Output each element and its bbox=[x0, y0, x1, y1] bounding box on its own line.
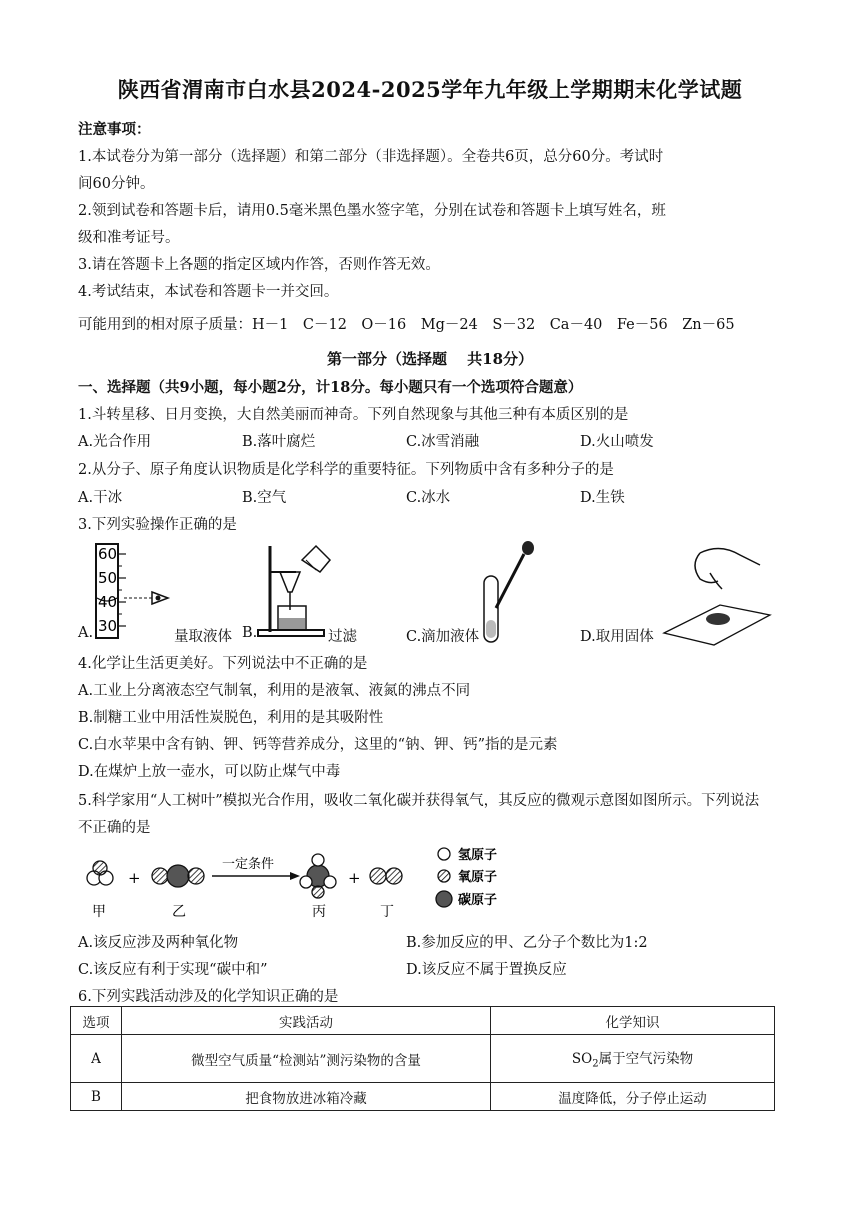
notice-item-1a: 1.本试卷分为第一部分（选择题）和第二部分（非选择题）。全卷共6页，总分60分。考试时 bbox=[78, 149, 664, 165]
q5-option-a[interactable]: A.该反应涉及两种氧化物 bbox=[78, 935, 239, 951]
legend-hydrogen: 氢原子 bbox=[458, 848, 498, 863]
q5-option-c[interactable]: C.该反应有利于实现“碳中和” bbox=[78, 962, 268, 978]
tick-label-40: 40 bbox=[98, 593, 118, 611]
q4-option-b[interactable]: B.制糖工业中用活性炭脱色，利用的是其吸附性 bbox=[78, 710, 384, 726]
legend-carbon: 碳原子 bbox=[458, 893, 498, 908]
q3-option-b-prefix[interactable]: B. bbox=[242, 625, 258, 641]
row-b-option: B bbox=[71, 1083, 122, 1111]
row-a-activity: 微型空气质量“检测站”测污染物的含量 bbox=[122, 1035, 491, 1083]
atomic-mass-line: 可能用到的相对原子质量：H－1 C－12 O－16 Mg－24 S－32 Ca－40 Fe－56 Zn－65 bbox=[78, 317, 735, 333]
plus-sign-1: + bbox=[128, 869, 141, 887]
page-title: 陕西省渭南市白水县2024-2025学年九年级上学期期末化学试题 bbox=[117, 77, 743, 102]
q5-stem-a: 5.科学家用“人工树叶”模拟光合作用，吸收二氧化碳并获得氧气，其反应的微观示意图如图所示。下列说法 bbox=[78, 793, 760, 809]
table-header-row bbox=[71, 1007, 775, 1035]
label-bing: 丙 bbox=[312, 904, 326, 920]
molecule-yi bbox=[152, 865, 204, 887]
cylinder-figure bbox=[88, 540, 178, 640]
row-a-formula: SO bbox=[571, 1051, 593, 1068]
notice-item-4: 4.考试结束，本试卷和答题卡一并交回。 bbox=[78, 284, 339, 300]
tick-label-30: 30 bbox=[98, 617, 118, 635]
q5-option-b[interactable]: B.参加反应的甲、乙分子个数比为1:2 bbox=[406, 935, 648, 951]
q2-option-c[interactable]: C.冰水 bbox=[406, 490, 451, 506]
q2-option-d[interactable]: D.生铁 bbox=[580, 490, 625, 506]
q5-stem-b: 不正确的是 bbox=[78, 820, 151, 836]
q3-stem: 3.下列实验操作正确的是 bbox=[78, 517, 237, 533]
label-jia: 甲 bbox=[92, 904, 106, 920]
row-a-knowledge bbox=[491, 1035, 775, 1083]
q1-option-b[interactable]: B.落叶腐烂 bbox=[242, 434, 316, 450]
notice-item-1b: 间60分钟。 bbox=[78, 176, 155, 192]
q2-option-a[interactable]: A.干冰 bbox=[78, 490, 123, 506]
notice-heading: 注意事项： bbox=[78, 121, 151, 138]
q6-stem: 6.下列实践活动涉及的化学知识正确的是 bbox=[78, 989, 339, 1005]
label-ding: 丁 bbox=[380, 904, 394, 920]
molecule-jia bbox=[87, 861, 113, 885]
molecule-bing bbox=[300, 854, 336, 898]
reaction-diagram bbox=[78, 842, 538, 922]
table-row[interactable] bbox=[71, 1083, 775, 1111]
plus-sign-2: + bbox=[348, 869, 361, 887]
q2-option-b[interactable]: B.空气 bbox=[242, 490, 287, 506]
q3-option-b-label: 过滤 bbox=[328, 629, 357, 645]
notice-item-3: 3.请在答题卡上各题的指定区域内作答，否则作答无效。 bbox=[78, 257, 440, 273]
header-activity: 实践活动 bbox=[122, 1007, 491, 1035]
row-b-knowledge: 温度降低，分子停止运动 bbox=[491, 1083, 775, 1111]
tick-label-50: 50 bbox=[98, 569, 118, 587]
dropper-figure bbox=[480, 538, 540, 648]
molecule-ding bbox=[370, 868, 402, 884]
q4-option-d[interactable]: D.在煤炉上放一壶水，可以防止煤气中毒 bbox=[78, 764, 341, 780]
notice-item-2b: 级和准考证号。 bbox=[78, 230, 180, 246]
row-b-activity: 把食物放进冰箱冷藏 bbox=[122, 1083, 491, 1111]
part1-heading: 第一部分（选择题 共18分） bbox=[326, 350, 534, 368]
row-a-knowledge-text: 属于空气污染物 bbox=[598, 1051, 694, 1068]
q3-option-c[interactable]: C.滴加液体 bbox=[406, 629, 480, 645]
notice-item-2a: 2.领到试卷和答题卡后，请用0.5毫米黑色墨水签字笔，分别在试卷和答题卡上填写姓名，班 bbox=[78, 203, 666, 219]
header-option: 选项 bbox=[71, 1007, 122, 1035]
header-knowledge: 化学知识 bbox=[491, 1007, 775, 1035]
q6-table bbox=[70, 1006, 775, 1111]
q1-stem: 1.斗转星移、日月变换，大自然美丽而神奇。下列自然现象与其他三种有本质区别的是 bbox=[78, 407, 629, 423]
q4-option-a[interactable]: A.工业上分离液态空气制氧，利用的是液氧、液氮的沸点不同 bbox=[78, 683, 471, 699]
q4-option-c[interactable]: C.白水苹果中含有钠、钾、钙等营养成分，这里的“钠、钾、钙”指的是元素 bbox=[78, 737, 558, 753]
row-a-formula-sub: 2 bbox=[592, 1058, 599, 1070]
legend-carbon-marker bbox=[436, 891, 452, 907]
reaction-condition: 一定条件 bbox=[222, 857, 275, 872]
legend-hydrogen-marker bbox=[438, 848, 450, 860]
q4-stem: 4.化学让生活更美好。下列说法中不正确的是 bbox=[78, 656, 368, 672]
section-heading: 一、选择题（共9小题，每小题2分，计18分。每小题只有一个选项符合题意） bbox=[78, 379, 583, 396]
label-yi: 乙 bbox=[172, 904, 186, 920]
q3-option-d[interactable]: D.取用固体 bbox=[580, 629, 654, 645]
tick-label-60: 60 bbox=[98, 545, 118, 563]
table-row[interactable] bbox=[71, 1035, 775, 1083]
q1-option-d[interactable]: D.火山喷发 bbox=[580, 434, 654, 450]
filtration-figure bbox=[256, 542, 336, 642]
q5-option-d[interactable]: D.该反应不属于置换反应 bbox=[406, 962, 567, 978]
row-a-option: A bbox=[71, 1035, 122, 1083]
q1-option-c[interactable]: C.冰雪消融 bbox=[406, 434, 480, 450]
legend-oxygen-marker bbox=[438, 870, 450, 882]
q3-option-a-prefix[interactable]: A. bbox=[78, 625, 94, 641]
q3-option-a-label: 量取液体 bbox=[174, 629, 232, 645]
q2-stem: 2.从分子、原子角度认识物质是化学科学的重要特征。下列物质中含有多种分子的是 bbox=[78, 462, 614, 478]
solid-taking-figure bbox=[660, 545, 780, 645]
legend-oxygen: 氧原子 bbox=[458, 870, 498, 885]
q1-option-a[interactable]: A.光合作用 bbox=[78, 434, 152, 450]
